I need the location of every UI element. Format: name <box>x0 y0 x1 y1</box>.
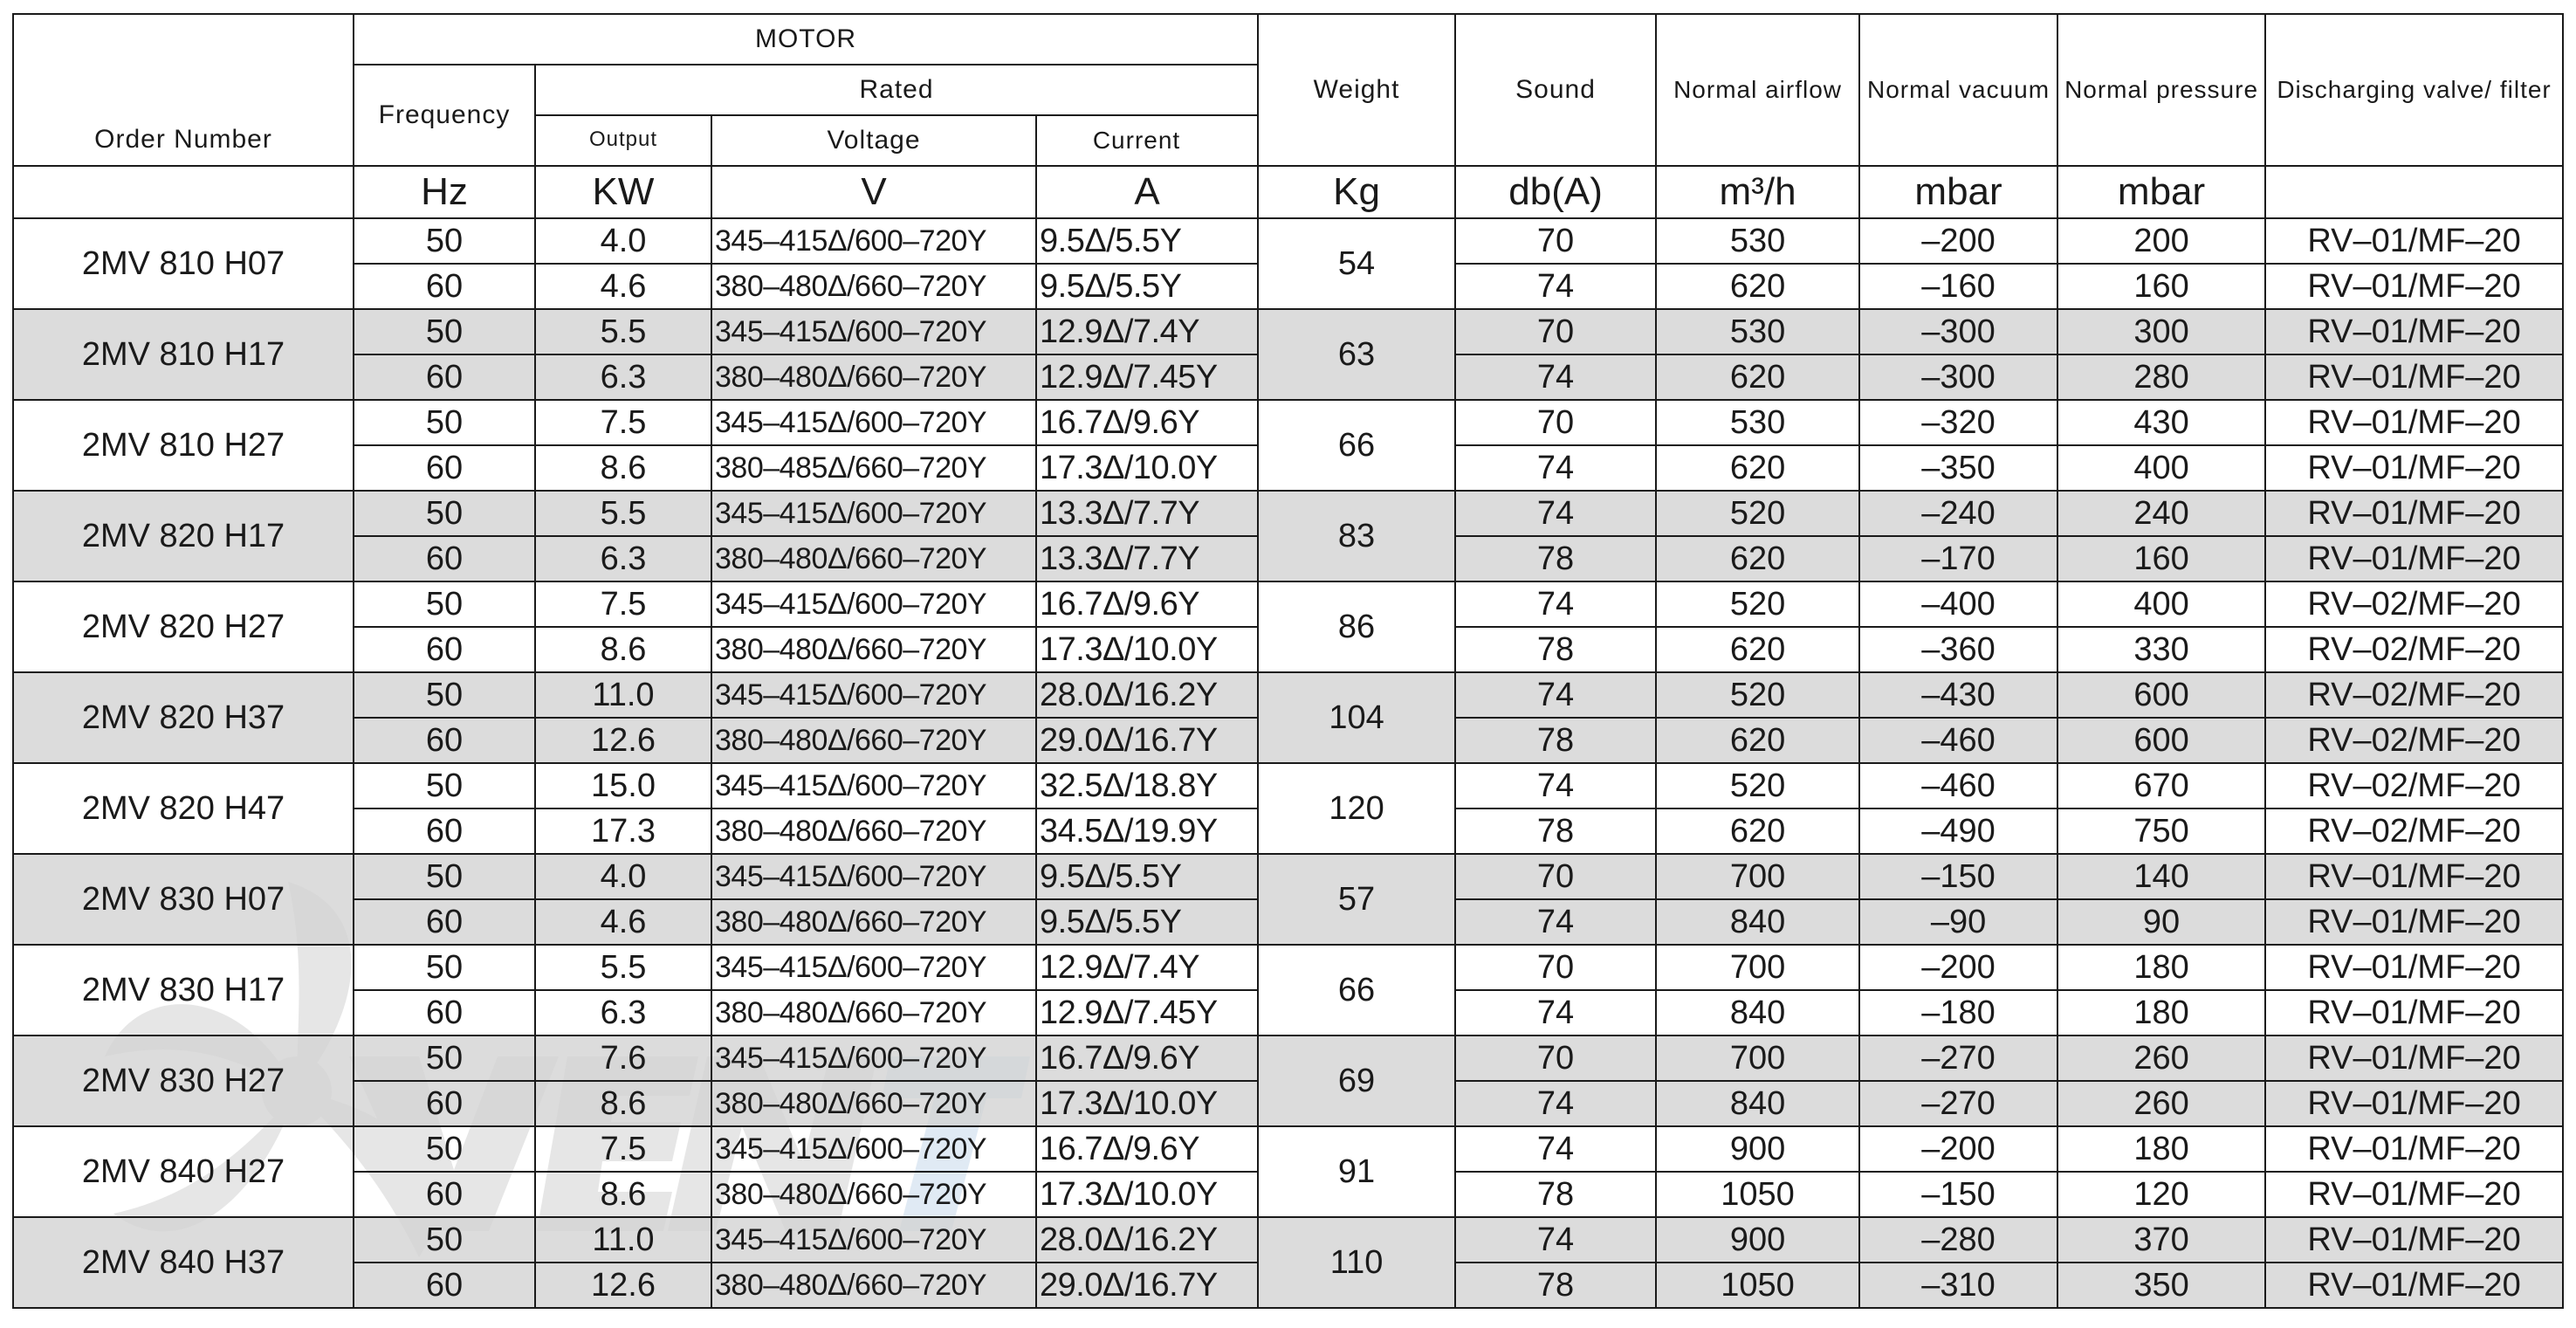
vacuum-cell: –400 <box>1859 581 2057 627</box>
pressure-cell: 90 <box>2057 899 2265 945</box>
output-cell: 7.5 <box>535 1126 711 1172</box>
order-number-cell: 2MV 820 H17 <box>13 491 354 581</box>
table-body <box>13 218 2563 1308</box>
header-discharging-valve: Discharging valve/ filter <box>2265 14 2563 166</box>
airflow-cell: 530 <box>1656 309 1859 354</box>
valve-filter-cell: RV–01/MF–20 <box>2265 1126 2563 1172</box>
pressure-cell: 350 <box>2057 1263 2265 1308</box>
output-cell: 5.5 <box>535 945 711 990</box>
current-cell: 9.5Δ/5.5Y <box>1036 899 1258 945</box>
vacuum-cell: –300 <box>1859 354 2057 400</box>
frequency-cell: 60 <box>354 990 535 1036</box>
output-cell: 7.6 <box>535 1036 711 1081</box>
valve-filter-cell: RV–02/MF–20 <box>2265 581 2563 627</box>
sound-cell: 74 <box>1455 491 1656 536</box>
order-number-cell: 2MV 810 H07 <box>13 218 354 309</box>
unit-pressure: mbar <box>2057 166 2265 218</box>
airflow-cell: 620 <box>1656 627 1859 672</box>
unit-weight: Kg <box>1258 166 1455 218</box>
weight-cell: 104 <box>1258 672 1455 763</box>
airflow-cell: 840 <box>1656 1081 1859 1126</box>
valve-filter-cell: RV–01/MF–20 <box>2265 1217 2563 1263</box>
valve-filter-cell: RV–01/MF–20 <box>2265 990 2563 1036</box>
output-cell: 6.3 <box>535 354 711 400</box>
voltage-cell: 345–415Δ/600–720Y <box>711 1036 1036 1081</box>
airflow-cell: 520 <box>1656 763 1859 808</box>
voltage-cell: 345–415Δ/600–720Y <box>711 945 1036 990</box>
pressure-cell: 600 <box>2057 672 2265 718</box>
unit-airflow: m³/h <box>1656 166 1859 218</box>
sound-cell: 74 <box>1455 899 1656 945</box>
pressure-cell: 180 <box>2057 945 2265 990</box>
frequency-cell: 50 <box>354 1217 535 1263</box>
unit-sound: db(A) <box>1455 166 1656 218</box>
output-cell: 5.5 <box>535 309 711 354</box>
valve-filter-cell: RV–02/MF–20 <box>2265 808 2563 854</box>
header-motor: MOTOR <box>354 14 1258 65</box>
voltage-cell: 380–480Δ/660–720Y <box>711 990 1036 1036</box>
frequency-cell: 50 <box>354 1036 535 1081</box>
valve-filter-cell: RV–01/MF–20 <box>2265 1172 2563 1217</box>
order-number-cell: 2MV 830 H07 <box>13 854 354 945</box>
header-frequency: Frequency <box>354 65 535 166</box>
current-cell: 13.3Δ/7.7Y <box>1036 491 1258 536</box>
voltage-cell: 380–480Δ/660–720Y <box>711 718 1036 763</box>
weight-cell: 63 <box>1258 309 1455 400</box>
output-cell: 5.5 <box>535 491 711 536</box>
voltage-cell: 345–415Δ/600–720Y <box>711 854 1036 899</box>
airflow-cell: 620 <box>1656 264 1859 309</box>
pressure-cell: 750 <box>2057 808 2265 854</box>
valve-filter-cell: RV–02/MF–20 <box>2265 672 2563 718</box>
table-row <box>13 1217 2563 1263</box>
voltage-cell: 380–480Δ/660–720Y <box>711 536 1036 581</box>
frequency-cell: 60 <box>354 1081 535 1126</box>
vacuum-cell: –270 <box>1859 1081 2057 1126</box>
airflow-cell: 520 <box>1656 581 1859 627</box>
current-cell: 16.7Δ/9.6Y <box>1036 1126 1258 1172</box>
current-cell: 17.3Δ/10.0Y <box>1036 1172 1258 1217</box>
output-cell: 4.6 <box>535 899 711 945</box>
airflow-cell: 530 <box>1656 400 1859 445</box>
voltage-cell: 380–480Δ/660–720Y <box>711 264 1036 309</box>
unit-frequency: Hz <box>354 166 535 218</box>
sound-cell: 74 <box>1455 264 1656 309</box>
voltage-cell: 380–480Δ/660–720Y <box>711 1172 1036 1217</box>
airflow-cell: 840 <box>1656 990 1859 1036</box>
frequency-cell: 50 <box>354 854 535 899</box>
pressure-cell: 430 <box>2057 400 2265 445</box>
frequency-cell: 60 <box>354 627 535 672</box>
current-cell: 29.0Δ/16.7Y <box>1036 718 1258 763</box>
valve-filter-cell: RV–01/MF–20 <box>2265 218 2563 264</box>
frequency-cell: 50 <box>354 672 535 718</box>
vacuum-cell: –90 <box>1859 899 2057 945</box>
valve-filter-cell: RV–01/MF–20 <box>2265 264 2563 309</box>
voltage-cell: 380–480Δ/660–720Y <box>711 808 1036 854</box>
frequency-cell: 60 <box>354 899 535 945</box>
output-cell: 7.5 <box>535 581 711 627</box>
table-row <box>13 400 2563 445</box>
current-cell: 9.5Δ/5.5Y <box>1036 264 1258 309</box>
pressure-cell: 600 <box>2057 718 2265 763</box>
valve-filter-cell: RV–02/MF–20 <box>2265 763 2563 808</box>
valve-filter-cell: RV–01/MF–20 <box>2265 309 2563 354</box>
airflow-cell: 700 <box>1656 854 1859 899</box>
header-normal-airflow: Normal airflow <box>1656 14 1859 166</box>
sound-cell: 78 <box>1455 536 1656 581</box>
pressure-cell: 160 <box>2057 536 2265 581</box>
sound-cell: 70 <box>1455 400 1656 445</box>
voltage-cell: 380–485Δ/660–720Y <box>711 445 1036 491</box>
order-number-cell: 2MV 820 H27 <box>13 581 354 672</box>
sound-cell: 78 <box>1455 1263 1656 1308</box>
vacuum-cell: –460 <box>1859 718 2057 763</box>
sound-cell: 70 <box>1455 854 1656 899</box>
weight-cell: 66 <box>1258 945 1455 1036</box>
valve-filter-cell: RV–01/MF–20 <box>2265 400 2563 445</box>
frequency-cell: 50 <box>354 945 535 990</box>
voltage-cell: 345–415Δ/600–720Y <box>711 672 1036 718</box>
header-order-number: Order Number <box>13 14 354 166</box>
table-row <box>13 581 2563 627</box>
sound-cell: 74 <box>1455 1081 1656 1126</box>
unit-output: KW <box>535 166 711 218</box>
voltage-cell: 380–480Δ/660–720Y <box>711 1263 1036 1308</box>
valve-filter-cell: RV–02/MF–20 <box>2265 718 2563 763</box>
pressure-cell: 370 <box>2057 1217 2265 1263</box>
output-cell: 17.3 <box>535 808 711 854</box>
airflow-cell: 700 <box>1656 1036 1859 1081</box>
weight-cell: 57 <box>1258 854 1455 945</box>
vacuum-cell: –430 <box>1859 672 2057 718</box>
sound-cell: 78 <box>1455 808 1656 854</box>
vacuum-cell: –200 <box>1859 945 2057 990</box>
header-sound: Sound <box>1455 14 1656 166</box>
current-cell: 17.3Δ/10.0Y <box>1036 627 1258 672</box>
valve-filter-cell: RV–01/MF–20 <box>2265 445 2563 491</box>
pressure-cell: 330 <box>2057 627 2265 672</box>
output-cell: 4.0 <box>535 854 711 899</box>
spec-table <box>12 13 2564 1309</box>
valve-filter-cell: RV–01/MF–20 <box>2265 1036 2563 1081</box>
weight-cell: 86 <box>1258 581 1455 672</box>
order-number-cell: 2MV 830 H27 <box>13 1036 354 1126</box>
sound-cell: 74 <box>1455 1126 1656 1172</box>
sound-cell: 78 <box>1455 1172 1656 1217</box>
order-number-cell: 2MV 820 H47 <box>13 763 354 854</box>
vacuum-cell: –150 <box>1859 1172 2057 1217</box>
current-cell: 16.7Δ/9.6Y <box>1036 1036 1258 1081</box>
frequency-cell: 50 <box>354 763 535 808</box>
vacuum-cell: –300 <box>1859 309 2057 354</box>
unit-voltage: V <box>711 166 1036 218</box>
output-cell: 7.5 <box>535 400 711 445</box>
frequency-cell: 60 <box>354 1172 535 1217</box>
frequency-cell: 50 <box>354 491 535 536</box>
valve-filter-cell: RV–02/MF–20 <box>2265 627 2563 672</box>
output-cell: 4.0 <box>535 218 711 264</box>
vacuum-cell: –240 <box>1859 491 2057 536</box>
sound-cell: 74 <box>1455 1217 1656 1263</box>
weight-cell: 120 <box>1258 763 1455 854</box>
frequency-cell: 50 <box>354 1126 535 1172</box>
voltage-cell: 380–480Δ/660–720Y <box>711 627 1036 672</box>
vacuum-cell: –150 <box>1859 854 2057 899</box>
voltage-cell: 380–480Δ/660–720Y <box>711 1081 1036 1126</box>
unit-valve <box>2265 166 2563 218</box>
current-cell: 12.9Δ/7.45Y <box>1036 354 1258 400</box>
current-cell: 32.5Δ/18.8Y <box>1036 763 1258 808</box>
pressure-cell: 670 <box>2057 763 2265 808</box>
valve-filter-cell: RV–01/MF–20 <box>2265 899 2563 945</box>
pressure-cell: 180 <box>2057 990 2265 1036</box>
pressure-cell: 300 <box>2057 309 2265 354</box>
output-cell: 6.3 <box>535 990 711 1036</box>
sound-cell: 74 <box>1455 763 1656 808</box>
table-row <box>13 1126 2563 1172</box>
pressure-cell: 180 <box>2057 1126 2265 1172</box>
vacuum-cell: –490 <box>1859 808 2057 854</box>
current-cell: 13.3Δ/7.7Y <box>1036 536 1258 581</box>
unit-vacuum: mbar <box>1859 166 2057 218</box>
header-rated: Rated <box>535 65 1258 115</box>
voltage-cell: 345–415Δ/600–720Y <box>711 309 1036 354</box>
frequency-cell: 60 <box>354 264 535 309</box>
order-number-cell: 2MV 810 H17 <box>13 309 354 400</box>
current-cell: 28.0Δ/16.2Y <box>1036 672 1258 718</box>
output-cell: 8.6 <box>535 1172 711 1217</box>
frequency-cell: 60 <box>354 1263 535 1308</box>
order-number-cell: 2MV 840 H27 <box>13 1126 354 1217</box>
valve-filter-cell: RV–01/MF–20 <box>2265 1263 2563 1308</box>
current-cell: 16.7Δ/9.6Y <box>1036 400 1258 445</box>
output-cell: 12.6 <box>535 1263 711 1308</box>
output-cell: 12.6 <box>535 718 711 763</box>
voltage-cell: 380–480Δ/660–720Y <box>711 354 1036 400</box>
output-cell: 15.0 <box>535 763 711 808</box>
header-output: Output <box>535 115 711 166</box>
current-cell: 12.9Δ/7.45Y <box>1036 990 1258 1036</box>
voltage-cell: 345–415Δ/600–720Y <box>711 218 1036 264</box>
voltage-cell: 345–415Δ/600–720Y <box>711 1126 1036 1172</box>
table-row <box>13 1036 2563 1081</box>
airflow-cell: 620 <box>1656 536 1859 581</box>
table-row <box>13 491 2563 536</box>
header-voltage: Voltage <box>711 115 1036 166</box>
vacuum-cell: –350 <box>1859 445 2057 491</box>
valve-filter-cell: RV–01/MF–20 <box>2265 354 2563 400</box>
vacuum-cell: –360 <box>1859 627 2057 672</box>
frequency-cell: 60 <box>354 536 535 581</box>
order-number-cell: 2MV 820 H37 <box>13 672 354 763</box>
weight-cell: 69 <box>1258 1036 1455 1126</box>
voltage-cell: 345–415Δ/600–720Y <box>711 1217 1036 1263</box>
airflow-cell: 1050 <box>1656 1172 1859 1217</box>
voltage-cell: 345–415Δ/600–720Y <box>711 763 1036 808</box>
pressure-cell: 120 <box>2057 1172 2265 1217</box>
airflow-cell: 530 <box>1656 218 1859 264</box>
order-number-cell: 2MV 840 H37 <box>13 1217 354 1308</box>
sound-cell: 74 <box>1455 672 1656 718</box>
unit-current: A <box>1036 166 1258 218</box>
sound-cell: 74 <box>1455 581 1656 627</box>
frequency-cell: 50 <box>354 309 535 354</box>
frequency-cell: 50 <box>354 400 535 445</box>
table-row <box>13 309 2563 354</box>
pressure-cell: 240 <box>2057 491 2265 536</box>
vacuum-cell: –160 <box>1859 264 2057 309</box>
valve-filter-cell: RV–01/MF–20 <box>2265 854 2563 899</box>
vacuum-cell: –180 <box>1859 990 2057 1036</box>
output-cell: 8.6 <box>535 445 711 491</box>
airflow-cell: 520 <box>1656 491 1859 536</box>
vacuum-cell: –320 <box>1859 400 2057 445</box>
airflow-cell: 840 <box>1656 899 1859 945</box>
output-cell: 11.0 <box>535 672 711 718</box>
output-cell: 4.6 <box>535 264 711 309</box>
unit-order <box>13 166 354 218</box>
pressure-cell: 140 <box>2057 854 2265 899</box>
weight-cell: 83 <box>1258 491 1455 581</box>
airflow-cell: 620 <box>1656 354 1859 400</box>
sound-cell: 70 <box>1455 945 1656 990</box>
pressure-cell: 280 <box>2057 354 2265 400</box>
sound-cell: 70 <box>1455 309 1656 354</box>
vacuum-cell: –310 <box>1859 1263 2057 1308</box>
sound-cell: 70 <box>1455 1036 1656 1081</box>
current-cell: 12.9Δ/7.4Y <box>1036 945 1258 990</box>
sound-cell: 78 <box>1455 627 1656 672</box>
current-cell: 28.0Δ/16.2Y <box>1036 1217 1258 1263</box>
voltage-cell: 380–480Δ/660–720Y <box>711 899 1036 945</box>
pressure-cell: 400 <box>2057 581 2265 627</box>
vacuum-cell: –460 <box>1859 763 2057 808</box>
table-row <box>13 672 2563 718</box>
airflow-cell: 900 <box>1656 1217 1859 1263</box>
header-weight: Weight <box>1258 14 1455 166</box>
table-row <box>13 763 2563 808</box>
valve-filter-cell: RV–01/MF–20 <box>2265 1081 2563 1126</box>
airflow-cell: 620 <box>1656 445 1859 491</box>
airflow-cell: 900 <box>1656 1126 1859 1172</box>
airflow-cell: 620 <box>1656 808 1859 854</box>
table-row <box>13 945 2563 990</box>
table-header <box>13 14 2563 218</box>
airflow-cell: 620 <box>1656 718 1859 763</box>
frequency-cell: 60 <box>354 808 535 854</box>
frequency-cell: 50 <box>354 218 535 264</box>
header-current: Current <box>1036 115 1258 166</box>
vacuum-cell: –170 <box>1859 536 2057 581</box>
output-cell: 8.6 <box>535 627 711 672</box>
output-cell: 8.6 <box>535 1081 711 1126</box>
table-row <box>13 854 2563 899</box>
current-cell: 29.0Δ/16.7Y <box>1036 1263 1258 1308</box>
sound-cell: 78 <box>1455 718 1656 763</box>
voltage-cell: 345–415Δ/600–720Y <box>711 581 1036 627</box>
airflow-cell: 1050 <box>1656 1263 1859 1308</box>
header-normal-vacuum: Normal vacuum <box>1859 14 2057 166</box>
vacuum-cell: –200 <box>1859 1126 2057 1172</box>
units-row <box>13 166 2563 218</box>
current-cell: 16.7Δ/9.6Y <box>1036 581 1258 627</box>
valve-filter-cell: RV–01/MF–20 <box>2265 536 2563 581</box>
current-cell: 17.3Δ/10.0Y <box>1036 1081 1258 1126</box>
current-cell: 34.5Δ/19.9Y <box>1036 808 1258 854</box>
sound-cell: 74 <box>1455 445 1656 491</box>
pressure-cell: 260 <box>2057 1036 2265 1081</box>
pressure-cell: 260 <box>2057 1081 2265 1126</box>
current-cell: 9.5Δ/5.5Y <box>1036 218 1258 264</box>
pressure-cell: 200 <box>2057 218 2265 264</box>
pressure-cell: 400 <box>2057 445 2265 491</box>
current-cell: 17.3Δ/10.0Y <box>1036 445 1258 491</box>
frequency-cell: 60 <box>354 718 535 763</box>
voltage-cell: 345–415Δ/600–720Y <box>711 491 1036 536</box>
frequency-cell: 60 <box>354 354 535 400</box>
header-normal-pressure: Normal pressure <box>2057 14 2265 166</box>
sound-cell: 74 <box>1455 354 1656 400</box>
frequency-cell: 50 <box>354 581 535 627</box>
order-number-cell: 2MV 810 H27 <box>13 400 354 491</box>
weight-cell: 110 <box>1258 1217 1455 1308</box>
weight-cell: 91 <box>1258 1126 1455 1217</box>
valve-filter-cell: RV–01/MF–20 <box>2265 491 2563 536</box>
voltage-cell: 345–415Δ/600–720Y <box>711 400 1036 445</box>
current-cell: 12.9Δ/7.4Y <box>1036 309 1258 354</box>
pressure-cell: 160 <box>2057 264 2265 309</box>
output-cell: 6.3 <box>535 536 711 581</box>
table-row <box>13 218 2563 264</box>
weight-cell: 54 <box>1258 218 1455 309</box>
vacuum-cell: –200 <box>1859 218 2057 264</box>
sound-cell: 74 <box>1455 990 1656 1036</box>
vacuum-cell: –270 <box>1859 1036 2057 1081</box>
current-cell: 9.5Δ/5.5Y <box>1036 854 1258 899</box>
weight-cell: 66 <box>1258 400 1455 491</box>
airflow-cell: 520 <box>1656 672 1859 718</box>
frequency-cell: 60 <box>354 445 535 491</box>
valve-filter-cell: RV–01/MF–20 <box>2265 945 2563 990</box>
vacuum-cell: –280 <box>1859 1217 2057 1263</box>
sound-cell: 70 <box>1455 218 1656 264</box>
airflow-cell: 700 <box>1656 945 1859 990</box>
output-cell: 11.0 <box>535 1217 711 1263</box>
order-number-cell: 2MV 830 H17 <box>13 945 354 1036</box>
